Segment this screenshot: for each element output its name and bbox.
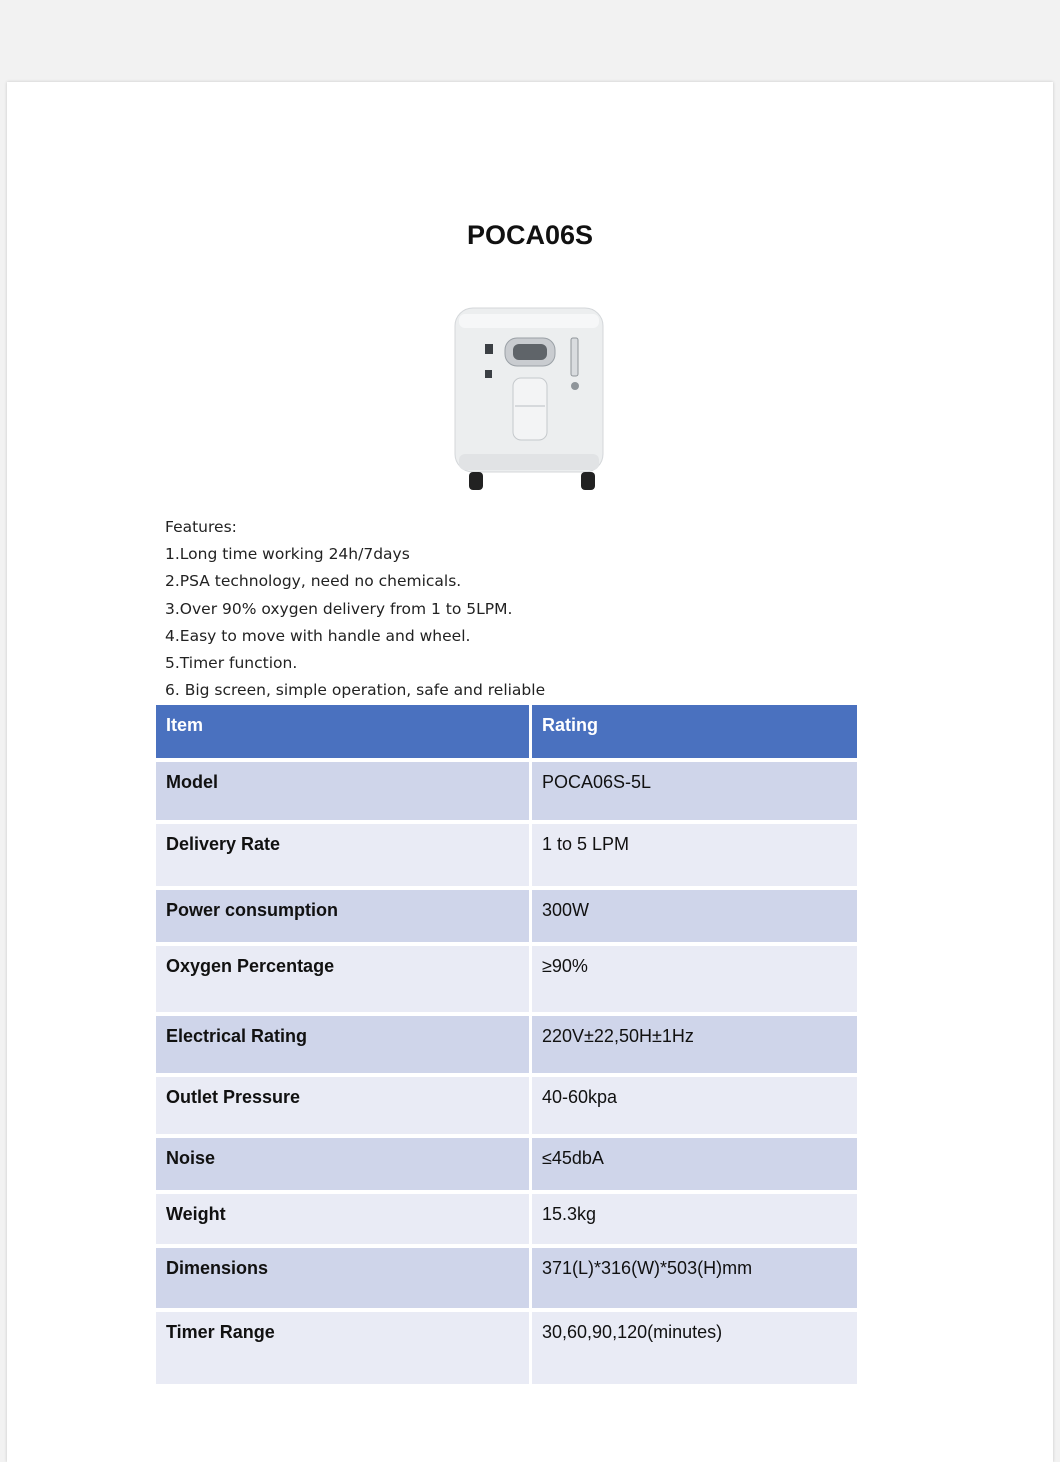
- table-row: [156, 1016, 857, 1073]
- row-rating: 220V±22,50H±1Hz: [532, 1016, 857, 1073]
- column-header-item: Item: [156, 705, 529, 758]
- feature-item: 6. Big screen, simple operation, safe and reliable: [165, 681, 546, 700]
- row-item: Delivery Rate: [156, 824, 529, 886]
- column-header-rating: Rating: [532, 705, 857, 758]
- row-item: Timer Range: [156, 1312, 529, 1384]
- feature-item: 5.Timer function.: [165, 653, 298, 672]
- row-item: Model: [156, 762, 529, 820]
- document-page: [7, 82, 1053, 1462]
- feature-item: 3.Over 90% oxygen delivery from 1 to 5LPM.: [165, 599, 513, 618]
- oxygen-concentrator-image: [445, 304, 605, 496]
- row-item: Outlet Pressure: [156, 1077, 529, 1134]
- row-item: Electrical Rating: [156, 1016, 529, 1073]
- row-rating: 300W: [532, 890, 857, 942]
- row-rating: 1 to 5 LPM: [532, 824, 857, 886]
- product-title: POCA06S: [466, 220, 594, 250]
- table-row: [156, 824, 857, 886]
- row-rating: 15.3kg: [532, 1194, 857, 1244]
- specification-table: [153, 701, 860, 1388]
- table-row: [156, 1138, 857, 1190]
- table-row: [156, 946, 857, 1012]
- feature-item: 4.Easy to move with handle and wheel.: [165, 626, 471, 645]
- table-row: [156, 1312, 857, 1384]
- table-row: [156, 1077, 857, 1134]
- row-item: Oxygen Percentage: [156, 946, 529, 1012]
- row-rating: ≥90%: [532, 946, 857, 1012]
- row-item: Dimensions: [156, 1248, 529, 1308]
- table-row: [156, 1248, 857, 1308]
- table-header-row: [156, 705, 857, 758]
- row-item: Weight: [156, 1194, 529, 1244]
- row-item: Noise: [156, 1138, 529, 1190]
- row-rating: 30,60,90,120(minutes): [532, 1312, 857, 1384]
- feature-item: 2.PSA technology, need no chemicals.: [165, 572, 462, 591]
- features-heading: Features:: [165, 518, 237, 536]
- row-rating: ≤45dbA: [532, 1138, 857, 1190]
- row-rating: 40-60kpa: [532, 1077, 857, 1134]
- row-rating: POCA06S-5L: [532, 762, 857, 820]
- table-row: [156, 762, 857, 820]
- feature-item: 1.Long time working 24h/7days: [165, 545, 410, 564]
- features-list: [165, 514, 665, 704]
- row-item: Power consumption: [156, 890, 529, 942]
- row-rating: 371(L)*316(W)*503(H)mm: [532, 1248, 857, 1308]
- table-row: [156, 1194, 857, 1244]
- table-row: [156, 890, 857, 942]
